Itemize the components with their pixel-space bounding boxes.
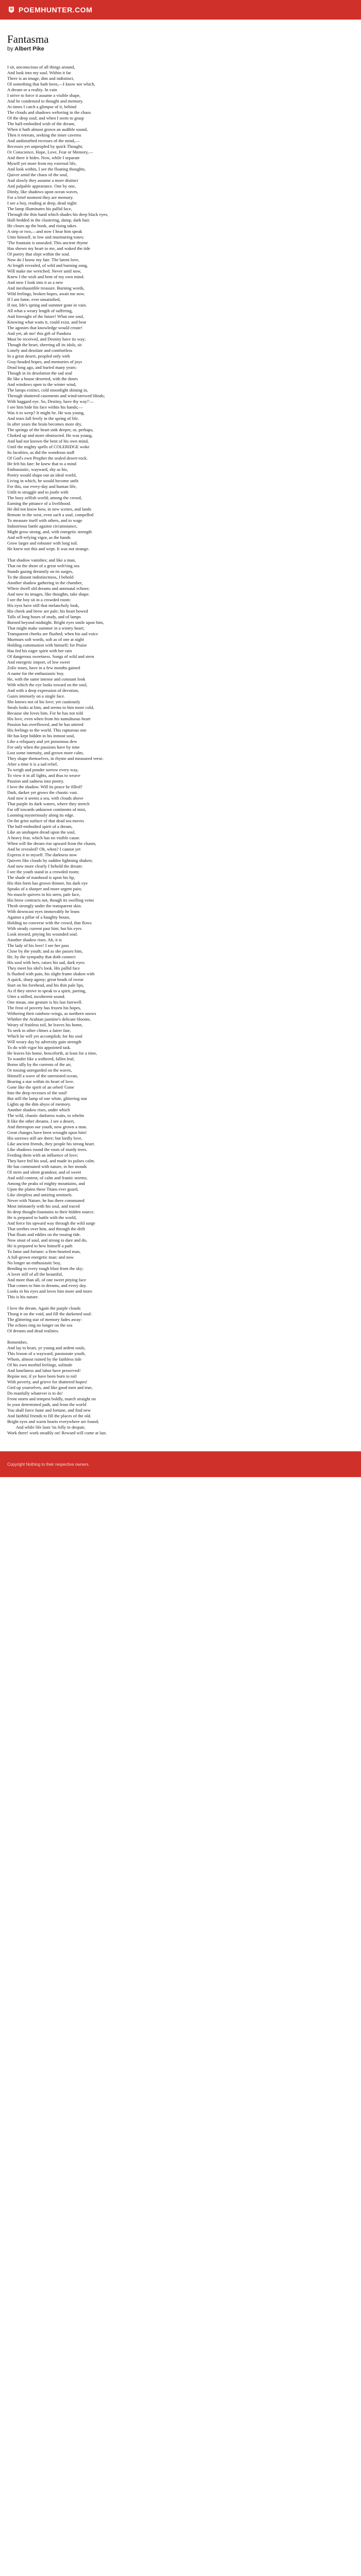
poem-line: Industrious battle against circumstance,	[7, 523, 78, 529]
poem-line: Its faculties, as did the wondrous staff	[7, 450, 75, 455]
poem-line: He is prepared to battle with the world,	[7, 1215, 77, 1220]
poem-page	[0, 20, 361, 1436]
poem-line: She knows not of his love; yet cautiously	[7, 699, 80, 704]
poem-line: If I am fame, ever unsatisfied,	[7, 297, 61, 302]
poem-line: Stands gazing dreamily on its surges,	[7, 569, 73, 574]
poem-line: Or Conscience, Hope, Love, Fear or Memory,—	[7, 149, 93, 155]
poem-line: Until the mighty spells of COLERIDGE woke	[7, 444, 90, 449]
poem-line: His eyes have still that melancholy look,	[7, 603, 79, 608]
poem-line: His brow contracts not, though its swelling veins	[7, 897, 94, 903]
poem-line: And while life lasts 'tis folly to despair,	[7, 1425, 86, 1430]
poem-line: To the distant indistinctness, I behold	[7, 574, 74, 580]
poem-line: Of God's own Prophet the sealed desert-rock.	[7, 455, 88, 461]
poem-line: And be revealed? Oh, when? I cannot yet	[7, 846, 81, 852]
poem-line: Holding no converse with the crowd, that flows	[7, 920, 92, 925]
poem-line: Knowing what waits it, could exist, and bear	[7, 319, 87, 325]
poem-line: At length revealed, of wild and burning song,	[7, 263, 88, 268]
poem-line: Utter a stifled, incoherent sound.	[7, 994, 65, 999]
poem-line: Of dreams and dead realities.	[7, 1328, 59, 1333]
poem-line: Whom, almost ruined by the faithless tide	[7, 1357, 81, 1362]
poem-line: His soul with hers, raises his sad, dark eyes:	[7, 960, 86, 965]
poem-line: His feelings to the world. This rapturous one	[7, 727, 87, 733]
poem-line: Bright eyes and warm hearts everywhere are found;	[7, 1419, 99, 1424]
poem-line: Talls of long hours of study, and of lamps	[7, 614, 81, 619]
poem-line: The shade of manhood is upon his lip,	[7, 875, 75, 880]
poem-line: That comes to him in dreams, and every day.	[7, 1283, 87, 1288]
poem-line: Lights up the dim abyss of memory.	[7, 1101, 71, 1107]
poem-line: You shall force fame and fortune, and find new	[7, 1408, 91, 1413]
poem-line: Borne idly by the currents of the air,	[7, 1062, 72, 1067]
poem-line: After a time it is a sad relief,	[7, 761, 58, 767]
poem-line: 'The fountain is unsealed. This ancient rhyme	[7, 240, 88, 245]
poem-line: And palpable appearance. One by one,	[7, 183, 76, 189]
poem-line: Upon the plains these Titans ever guard,	[7, 1187, 79, 1192]
poem-line: Earning the pittance of a livelihood.	[7, 501, 71, 506]
poem-line: Then it retreats, seeking the inner caverns	[7, 132, 81, 138]
poem-line: On the grim surface of that dead sea moves	[7, 818, 84, 823]
poem-line: In a great desert, peopled only with	[7, 353, 70, 359]
poem-line: The glittering star of memory fades away:	[7, 1317, 82, 1322]
poem-line: Gird up yourselves, and like good men and true,	[7, 1385, 93, 1390]
poem-line: Never with Nature, he has there communed	[7, 1198, 85, 1203]
poem-line: And yet, ah me! this gift of Pandora	[7, 331, 71, 336]
poem-line: Like shadows round the roots of sturdy trees.	[7, 1147, 88, 1152]
poem-line: Of his own morbid feelings, solitude	[7, 1362, 73, 1367]
poem-line: Through shattered casements and wind-strewed blinds;	[7, 393, 105, 398]
poem-line: A lover still of all the beautiful,	[7, 1272, 63, 1277]
poem-line: To wander like a withered, fallen leaf,	[7, 1056, 75, 1061]
poem-line: And loneliness and labor have preserved!	[7, 1368, 81, 1373]
poem-line: That seethes over him, and through the drift	[7, 1226, 85, 1231]
poem-line: Throb strongly under the transparent skin.	[7, 903, 82, 908]
poem-line: Be like a house deserted, with the doors	[7, 376, 78, 381]
poem-line: And now more clearly I behold the dream:	[7, 863, 83, 869]
poem-line: Where dwell old dreams and antenatal echoes:	[7, 586, 90, 591]
poem-line: In after years the brain becomes more dry,	[7, 421, 82, 427]
poem-line: Looks in his eyes and loves him more and more.	[7, 1289, 93, 1294]
poem-line: Thong it on the void, and fill the darkened soul:	[7, 1311, 92, 1316]
poem-line: And slowly they assume a more distinct	[7, 178, 78, 183]
poem-line: Most intimately with his soul, and traced	[7, 1204, 80, 1209]
poem-line: Look inward, pitying his wounded soul.	[7, 931, 78, 937]
poem-line: He closes up the book, and rising takes	[7, 223, 77, 228]
poem-line: Do manfully whatever is to do!	[7, 1391, 63, 1396]
poem-line: Burned beyond midnight. Bright eyes smile upon him,	[7, 620, 104, 625]
poemhunter-logo-icon[interactable]	[7, 6, 15, 14]
poem-line: Unfit to struggle and to jostle with	[7, 489, 69, 495]
author-prefix: by	[7, 46, 13, 52]
poem-line: This lesson of a wayward, passionate youth,	[7, 1351, 86, 1356]
poem-line: That on the shore of a great welt'ring sea	[7, 563, 79, 568]
poem-line: Poetry would shape out an ideal world,	[7, 472, 77, 478]
poem-line: That shadow vanishes; and like a man,	[7, 557, 76, 563]
poem-stanza	[7, 1306, 354, 1334]
poem-line: As if they strove to speak to a spirit, parting,	[7, 988, 86, 993]
poem-line: A step or two,—and now I hear him speak	[7, 229, 83, 234]
poem-line: When it hath almost grown an audible sound,	[7, 127, 88, 132]
poem-line: His love, even when from his tumultuous heart	[7, 716, 91, 721]
poem-line: A quick, sharp agony; great beads of sweat	[7, 977, 84, 982]
poem-line: Remember,	[7, 1340, 28, 1345]
poem-line: And lay to heart, ye young and ardent souls,	[7, 1345, 86, 1350]
poem-line: He knew not this and wept. It was not strange.	[7, 546, 90, 551]
poem-line: Though in its desolation the sad soul	[7, 370, 73, 376]
poem-line: Like ancient friends, they people his strong heart.	[7, 1141, 95, 1146]
poem-line: To view it in all lights, and thus to weave	[7, 773, 80, 778]
poem-line: I see a boy, reading at deep, dead night:	[7, 200, 77, 206]
poem-line: Express it to myself. The darkness now	[7, 852, 77, 857]
poem-line: Work there! work steadily on! Reward will come at last.	[7, 1430, 107, 1435]
poem-line: The frost of poverty has frozen his hopes,	[7, 1005, 81, 1010]
poem-line: Of the deep soul; and when I seem to grasp	[7, 115, 84, 121]
poem-line: Will weary day by adversity gain strength	[7, 1039, 81, 1044]
poem-line: Now do I know my fate. The latent love,	[7, 257, 79, 262]
poem-line: Because she loves him. For he has not told	[7, 710, 83, 716]
poem-line: To measure itself with others, and to wage	[7, 518, 83, 523]
poem-line: The wild, chaotic darkness waits, to whelm	[7, 1113, 84, 1118]
poem-line: Wild feelings, broken hopes, await me now.	[7, 291, 85, 296]
poem-line: Speaks of a sharper and more urgent pain;	[7, 886, 82, 891]
poem-line: Bending to every rough blast from the sky;	[7, 1266, 84, 1271]
poem-line: And undisturbed recesses of the mind,—	[7, 138, 80, 143]
poem-line: Steals looks at him, and seems to him more cold,	[7, 705, 94, 710]
poem-line: But still the lamp of one white, glittering star	[7, 1096, 87, 1101]
poem-line: At times I catch a glimpse of it, behind	[7, 104, 76, 109]
poem-line: To do with vigor his appointed task.	[7, 1045, 71, 1050]
poem-line: Or tossing unregarded on the waves,	[7, 1067, 72, 1073]
poem-line: Feeding them with an influence of love;	[7, 1153, 78, 1158]
poem-line: They have fed his soul, and made its pulses calm.	[7, 1158, 95, 1163]
poem-stanza	[7, 1340, 354, 1436]
site-header	[0, 0, 361, 20]
poem-line: He, by the sympathy that doth connect	[7, 954, 76, 959]
poem-line: His sorrows still are there; but lordly love,	[7, 1136, 83, 1141]
poem-line: Must be received, and Destiny have its way;	[7, 336, 86, 342]
poem-line: His cheek and brow are pale; his heart bowed	[7, 608, 88, 614]
poem-line: Another shadow rises. Ah, it is	[7, 937, 62, 942]
poem-line: The agonies that knowledge would create!	[7, 325, 83, 330]
poem-line: Far off towards unknown continents of mist,	[7, 807, 86, 812]
poem-line: There is an image, dim and indistinct,	[7, 76, 74, 81]
poem-line: Front storm and tempest boldly, march straight on	[7, 1396, 96, 1401]
poem-line: Zolic tones, have in a few months gained	[7, 665, 80, 670]
poem-line: Withering their rainbow-wings, as northern snows	[7, 1011, 96, 1016]
poem-line: Into the deep recesses of the soul!	[7, 1090, 68, 1095]
poem-line: To fame and fortune: a firm-hearted man,	[7, 1249, 81, 1254]
poem-line: And now it seems a sea, with clouds above	[7, 795, 84, 801]
poem-line: Through the thin hand which shades his deep black eyes,	[7, 212, 108, 217]
poem-line: The half-embodied spirit of a dream,	[7, 824, 73, 829]
poem-line: And sold content, of calm and frantic storms;	[7, 1175, 88, 1180]
poem-line: And look into my soul. Within it far	[7, 70, 71, 75]
poem-line: He has kept hidden in his inmost soul,	[7, 733, 75, 738]
poem-line: Might grow strong, and, with energetic strength	[7, 529, 92, 534]
poem-line: Remote in the west, even such a soul, compelled	[7, 512, 94, 517]
poem-line: Quivers like clouds by sudden lightning shaken;	[7, 858, 93, 863]
poem-line: Lost some intensity, and grown more calm,	[7, 750, 84, 755]
poem-line: And force his upward way through the wild surge	[7, 1221, 95, 1226]
poem-line: That might make summer in a wintry heart;	[7, 625, 85, 631]
poem-byline	[7, 46, 354, 52]
poem-line: With haggard eye. So, Destiny, have thy way!'—	[7, 399, 94, 404]
poem-line: Dimly, like shadows upon ocean waves,	[7, 189, 78, 194]
poem-line: Is flushed with pain, his slight frame shaken with	[7, 971, 95, 976]
poem-line: And windows open to the winter wind,	[7, 382, 76, 387]
poem-line: The echoes ring no longer on the sea	[7, 1323, 73, 1328]
poem-line: He leaves his home, henceforth, at least for a time,	[7, 1050, 97, 1056]
poem-line: Which he will yet accomplish; for his soul	[7, 1033, 83, 1039]
poem-line: Repine not, if ye have been born to toil	[7, 1374, 77, 1379]
poem-line: A name for the enthusiastic boy.	[7, 671, 64, 676]
poem-line: Another shadow rises, under which	[7, 1107, 70, 1112]
poem-line: To weigh and ponder sorrow every way,	[7, 767, 78, 772]
poem-line: With steady current past him; but his eyes	[7, 926, 82, 931]
poem-line: And with a deep expression of devotion,	[7, 688, 79, 693]
poem-line: Half-bedded in the clustering, damp, dark hair.	[7, 217, 90, 223]
poem-line: And self-relying vigor, as the hands	[7, 535, 71, 540]
poem-line: And more than all, of one sweet pitying face	[7, 1277, 86, 1282]
poem-line: Of something that hath been,—I know not which,	[7, 81, 95, 87]
poem-line: Grow larger and robuster with long toil.	[7, 540, 78, 546]
poem-line: He, with the same intense and constant look	[7, 676, 86, 682]
poem-line: Whither the Arabian jasmine's delicate blooms.	[7, 1016, 91, 1022]
poem-line: Himself a wave of the unresisted ocean,	[7, 1073, 78, 1078]
poem-line: He did not know how, in new scenes, and lands	[7, 506, 91, 512]
poem-line: The lamps extinct, cold moonlight shining in,	[7, 387, 88, 393]
poem-line: With poverty, and grieve for shattered hopes!	[7, 1379, 88, 1384]
poem-line: Has shown my heart to me, and waked the tide	[7, 246, 90, 251]
poem-line: Looming mysteriously along its edge.	[7, 812, 75, 818]
poem-line: Great changes have been wrought upon him!	[7, 1130, 87, 1135]
poem-line: Transparent cheeks are flushed; when his sad voice	[7, 631, 99, 636]
poem-title: Fantasma	[7, 33, 49, 45]
poem-body	[7, 64, 354, 1436]
poem-line: He has communed with nature, in her moods	[7, 1164, 87, 1169]
poem-stanza	[7, 557, 354, 1300]
poem-line: Living in which, he would become unfit	[7, 478, 79, 483]
poem-line: Now stout of soul, and strong to dare and do,	[7, 1238, 87, 1243]
poem-line: Enthusiastic, wayward, shy as his,	[7, 467, 68, 472]
poem-line: Dark, darker yet grows the chaotic vast.	[7, 790, 78, 795]
poem-line: The lady of his love! I see her pass	[7, 943, 69, 948]
poem-line: I strive to force it assume a visible shape,	[7, 93, 80, 98]
poem-line: Myself yet more from my external life,	[7, 161, 77, 166]
poem-line: The springs of the heart sink deeper, or, perhaps,	[7, 427, 94, 432]
poem-line: When will the dream rise upward from the chasm,	[7, 841, 96, 846]
poem-line: Choked up and more obstructed. He was young,	[7, 433, 93, 438]
poem-line: Start on his forehead, and his thin pale lips,	[7, 982, 84, 988]
site-footer	[0, 1451, 361, 1477]
poem-line: Passion and sadness into poetry.	[7, 778, 64, 784]
poem-line: For a brief moment they are memory.	[7, 195, 74, 200]
poem-line: Among the peaks of mighty mountains, and	[7, 1181, 85, 1186]
poem-line: Knew I the wish and bent of my own mind.	[7, 274, 85, 279]
poem-line: Has fed his eager spirit with her rain	[7, 648, 72, 653]
poem-line: A full-grown energetic man: and now	[7, 1255, 74, 1260]
poem-line: A heavy fear, which has no visible cause.	[7, 835, 80, 840]
poem-line: That floats and eddies on the tossing tide.	[7, 1232, 81, 1237]
poem-line: Passion has overflowed, and he has uttered	[7, 722, 84, 727]
poem-line: Gray-headed hopes, and memories of joys	[7, 359, 83, 364]
poem-line: And had not known the bent of his own mind,	[7, 438, 89, 444]
poem-line: Like a reliquary and yet poisonous dew	[7, 739, 77, 744]
poem-line: For this, our every-day and human life,	[7, 484, 77, 489]
poem-line: The half-embodied wish of the dream,	[7, 121, 75, 126]
poem-line: Recesses yet unpeopled by quick Thought,	[7, 144, 83, 149]
poem-line: And faithful friends to fill the places of the old.	[7, 1413, 91, 1418]
poem-line: Murmurs soft words, soft as of one at night	[7, 637, 84, 642]
poem-line: With which the eye looks toward on the soul,	[7, 682, 88, 687]
poem-line: A dream or a reality. In vain	[7, 87, 57, 92]
poem-line: I see the boy sit in a crowded room:	[7, 597, 71, 602]
poem-line: Close by the youth; and as she passes him,	[7, 948, 83, 954]
poem-line: Bearing a star within its heart of love.	[7, 1079, 74, 1084]
poem-stanza	[7, 64, 354, 552]
poem-line: They shape themselves, in rhyme and measured verse.	[7, 756, 104, 761]
poem-line: The lamp illuminates his pallid face,	[7, 206, 72, 211]
poem-line: I see him hide his face within his hands;—	[7, 404, 83, 410]
poem-line: They meet his idol's look. His pallid face	[7, 965, 80, 971]
poem-line: All what a weary length of suffering,	[7, 308, 73, 313]
poem-line: Gazes intensely on a single face.	[7, 693, 65, 699]
poem-line: Of poetry that slept within the soul.	[7, 251, 70, 257]
poem-line: And energetic import, of low sweet	[7, 659, 70, 665]
poem-line: Another shadow gathering in the chamber,	[7, 580, 83, 585]
poem-line: Though the heart, sheering all its idols, sit	[7, 342, 82, 347]
poem-line: Like sleepless and untiring sentinels.	[7, 1192, 73, 1197]
poem-line: Like an unshapen dread upon the soul,	[7, 829, 76, 835]
footer-copyright: Copyright Nothing to their respective owners.	[7, 1462, 90, 1467]
poem-line: Dead long ago, and buried many years:	[7, 365, 77, 370]
poem-line: Lonely and desolate and comfortless	[7, 348, 73, 353]
poem-line: And now I look into it as a new	[7, 280, 63, 285]
poem-line: And there it hides. Now, while I separate	[7, 155, 80, 160]
poem-line: In your determined path, and from the world	[7, 1402, 87, 1407]
poem-line: He felt his fate: he knew that to a mind	[7, 461, 76, 466]
poem-line: Gone like the spirit of an orbed 'Gone	[7, 1084, 74, 1090]
poem-line: Quiver amid the chaos of the soul,	[7, 172, 69, 177]
poem-line: No longer an enthusiastic boy,	[7, 1260, 61, 1265]
poem-line: Against a pillar of a haughty house,	[7, 914, 71, 920]
poem-line: His thin form has grown thinner, his dark eye	[7, 880, 88, 886]
poem-line: And foresight of the future! What one soul,	[7, 314, 84, 319]
poem-line: And be condensed to thought and memory.	[7, 98, 84, 104]
poem-line: Weary of fruitless toil, he leaves his home,	[7, 1022, 83, 1027]
poem-line: This is his nature.	[7, 1294, 39, 1299]
site-logo-text[interactable]: POEMHUNTER.COM	[19, 6, 93, 14]
poem-line: And look within, I see the floating thoughts,	[7, 166, 86, 172]
poem-line: I sit, unconscious of all things around,	[7, 64, 75, 70]
poem-line: The clouds and shadows weltering in the chaos	[7, 110, 91, 115]
poem-line: No muscle quivers in his stern, pale face,	[7, 892, 80, 897]
poem-line: Holding communion with himself; for Praise	[7, 642, 87, 648]
poem-line: He is prepared to hew himself a path	[7, 1243, 73, 1248]
poem-line: And tears fall freely in the spring of life.	[7, 416, 79, 421]
poem-line: One moan, one gesture is his last farewell.	[7, 999, 83, 1005]
author-link[interactable]: Albert Pike	[14, 46, 44, 52]
poem-line: That purple its dark waters, where they stretch	[7, 801, 90, 806]
poem-line: I see the youth stand in a crowded room;	[7, 869, 79, 874]
poem-line: Unto himself, in low and murmuring tones:	[7, 234, 85, 240]
poem-line: With downcast eyes immovably he leans	[7, 909, 80, 914]
poem-line: Its deep thought-fountains to their hidden source.	[7, 1209, 95, 1214]
poem-line: I love the dream. Again the purple clouds	[7, 1306, 81, 1311]
poem-line: Was it to weep? It might be. He was young,	[7, 410, 85, 415]
poem-line: And now its images, like thoughts, take shape.	[7, 591, 90, 597]
poem-line: Will make me wretched. Never until now,	[7, 268, 81, 274]
poem-line: I love the shadow. Will its peace be filled?	[7, 784, 83, 789]
poem-line: And inexhaustible treasure. Burning words,	[7, 285, 85, 291]
poem-line: Of dangerous sweetness. Songs of wild and stern	[7, 654, 94, 659]
poem-line: It like the other dreams. I see a desert,	[7, 1118, 75, 1124]
poem-line: The busy selfish world; among the crowd,	[7, 495, 82, 500]
poem-line: To seek in other climes a fairer fate,	[7, 1028, 71, 1033]
poem-line: And thereupon our youth, now grown a man.	[7, 1124, 87, 1129]
poem-line: For only when the passions have by time	[7, 744, 80, 750]
poem-line: Of stern and silent grandeur, and of sweet	[7, 1170, 81, 1175]
poem-line: If not, life's spring and summer gone in vain.	[7, 302, 87, 308]
